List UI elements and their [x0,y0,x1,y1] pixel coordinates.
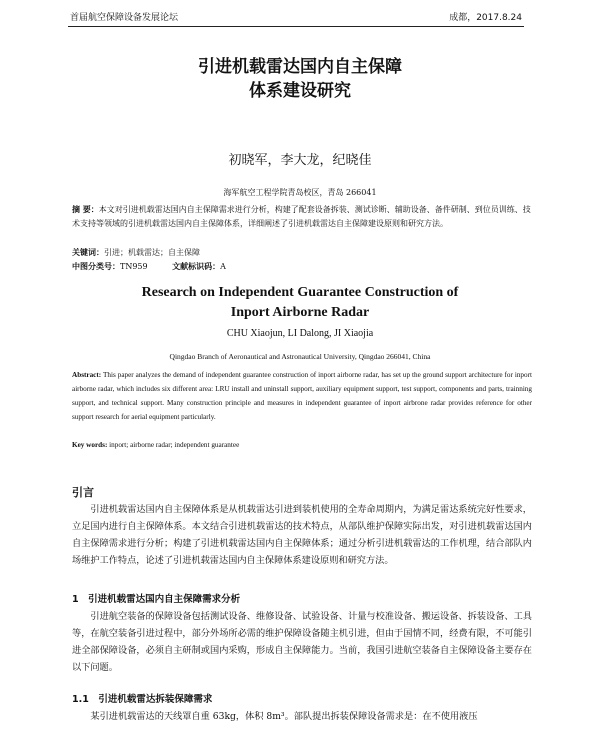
running-header [70,10,522,24]
title-zh-line2: 体系建设研究 [249,81,351,101]
abstract-en [72,368,532,424]
keywords-zh-label: 关键词： [72,248,104,257]
abstract-en-label: Abstract: [72,371,102,379]
section-1-1-paragraph: 某引进机载雷达的天线罩自重 63kg，体积 8m³。部队提出拆装保障设备需求是：在不使用液压 [90,711,478,722]
affiliation-en: Qingdao Branch of Aeronautical and Astronautical University, Qingdao 266041, China [169,352,431,361]
title-en-line1: Research on Independent Guarantee Construction of [141,285,459,300]
authors-zh: 初晓军，李大龙，纪晓佳 [228,153,372,168]
doc-code-label: 文献标识码： [172,262,221,271]
intro-paragraph: 引进机载雷达国内自主保障体系是从机载雷达引进到装机使用的全寿命周期内，为满足雷达系统完好性要求，立足国内进行自主保障体系。本文结合引进机载雷达的技术特点，从部队维护保障实际出发，对引进机载雷达国内自主保障需求进行分析；构建了引进机载雷达国内自主保障体系；通过分析引进机载雷达的工作机理，结合部队内场维护工作特点，论述了引进机载雷达国内自主保障体系建设原则和研究方法。 [72,504,532,566]
affiliation-zh: 海军航空工程学院青岛校区，青岛 266041 [223,188,377,197]
keywords-zh [72,246,532,260]
abstract-en-text: This paper analyzes the demand of independent guarantee construction of inport airborne radar, has set up the ground support architecture for inport airborne radar, which includes six different area: LRU install and uninstall support, auxiliary equipment support, test support, components and parts, trainning support, and technical support. Many construction principle and measures in independent guarantee of inport airbrone radar provides reference for other support research for aerial equipment particularly. [72,371,533,421]
abstract-zh [72,203,532,231]
keywords-zh-text: 引进；机载雷达；自主保障 [104,248,200,257]
header-date: 成都，2017.8.24 [449,13,522,23]
keywords-en-text: inport; airborne radar; independent guarantee [109,441,240,449]
abstract-zh-text: 本文对引进机载雷达国内自主保障需求进行分析，构建了配套设备拆装、测试诊断、辅助设备、备件研制、到位员训练、技术支持等领域的引进机载雷达国内自主保障体系，详细阐述了引进机载雷达自主保障建设原则和研究方法。 [72,205,531,228]
section-1-1-heading: 1.1 引进机载雷达拆装保障需求 [72,694,213,705]
abstract-zh-label: 摘 要： [72,205,99,214]
section-1-paragraph: 引进航空装备的保障设备包括测试设备、维修设备、试验设备、计量与校准设备、搬运设备、拆装设备、工具等，在航空装备引进过程中，部分外场所必需的维护保障设备随主机引进，但由于国情不同，经费有限，不可能引进全部保障设备，必须自主研制或国内采购，形成自主保障能力。当前，我国引进航空装备自主保障设备主要存在以下问题。 [72,611,532,673]
authors-en: CHU Xiaojun, LI Dalong, JI Xiaojia [226,328,374,339]
clc-value: TN959 [120,262,148,271]
classification [72,260,532,274]
keywords-en-label: Key words: [72,441,108,449]
title-en-line2: Inport Airborne Radar [230,305,370,320]
title-zh-line1: 引进机载雷达国内自主保障 [198,57,402,77]
doc-code-value: A [220,262,226,271]
header-rule [68,26,524,27]
intro-heading: 引言 [72,486,94,499]
keywords-en [72,438,532,452]
clc-label: 中图分类号： [72,262,120,271]
section-1-heading: 1 引进机载雷达国内自主保障需求分析 [72,594,241,605]
header-conference: 首届航空保障设备发展论坛 [70,13,179,23]
